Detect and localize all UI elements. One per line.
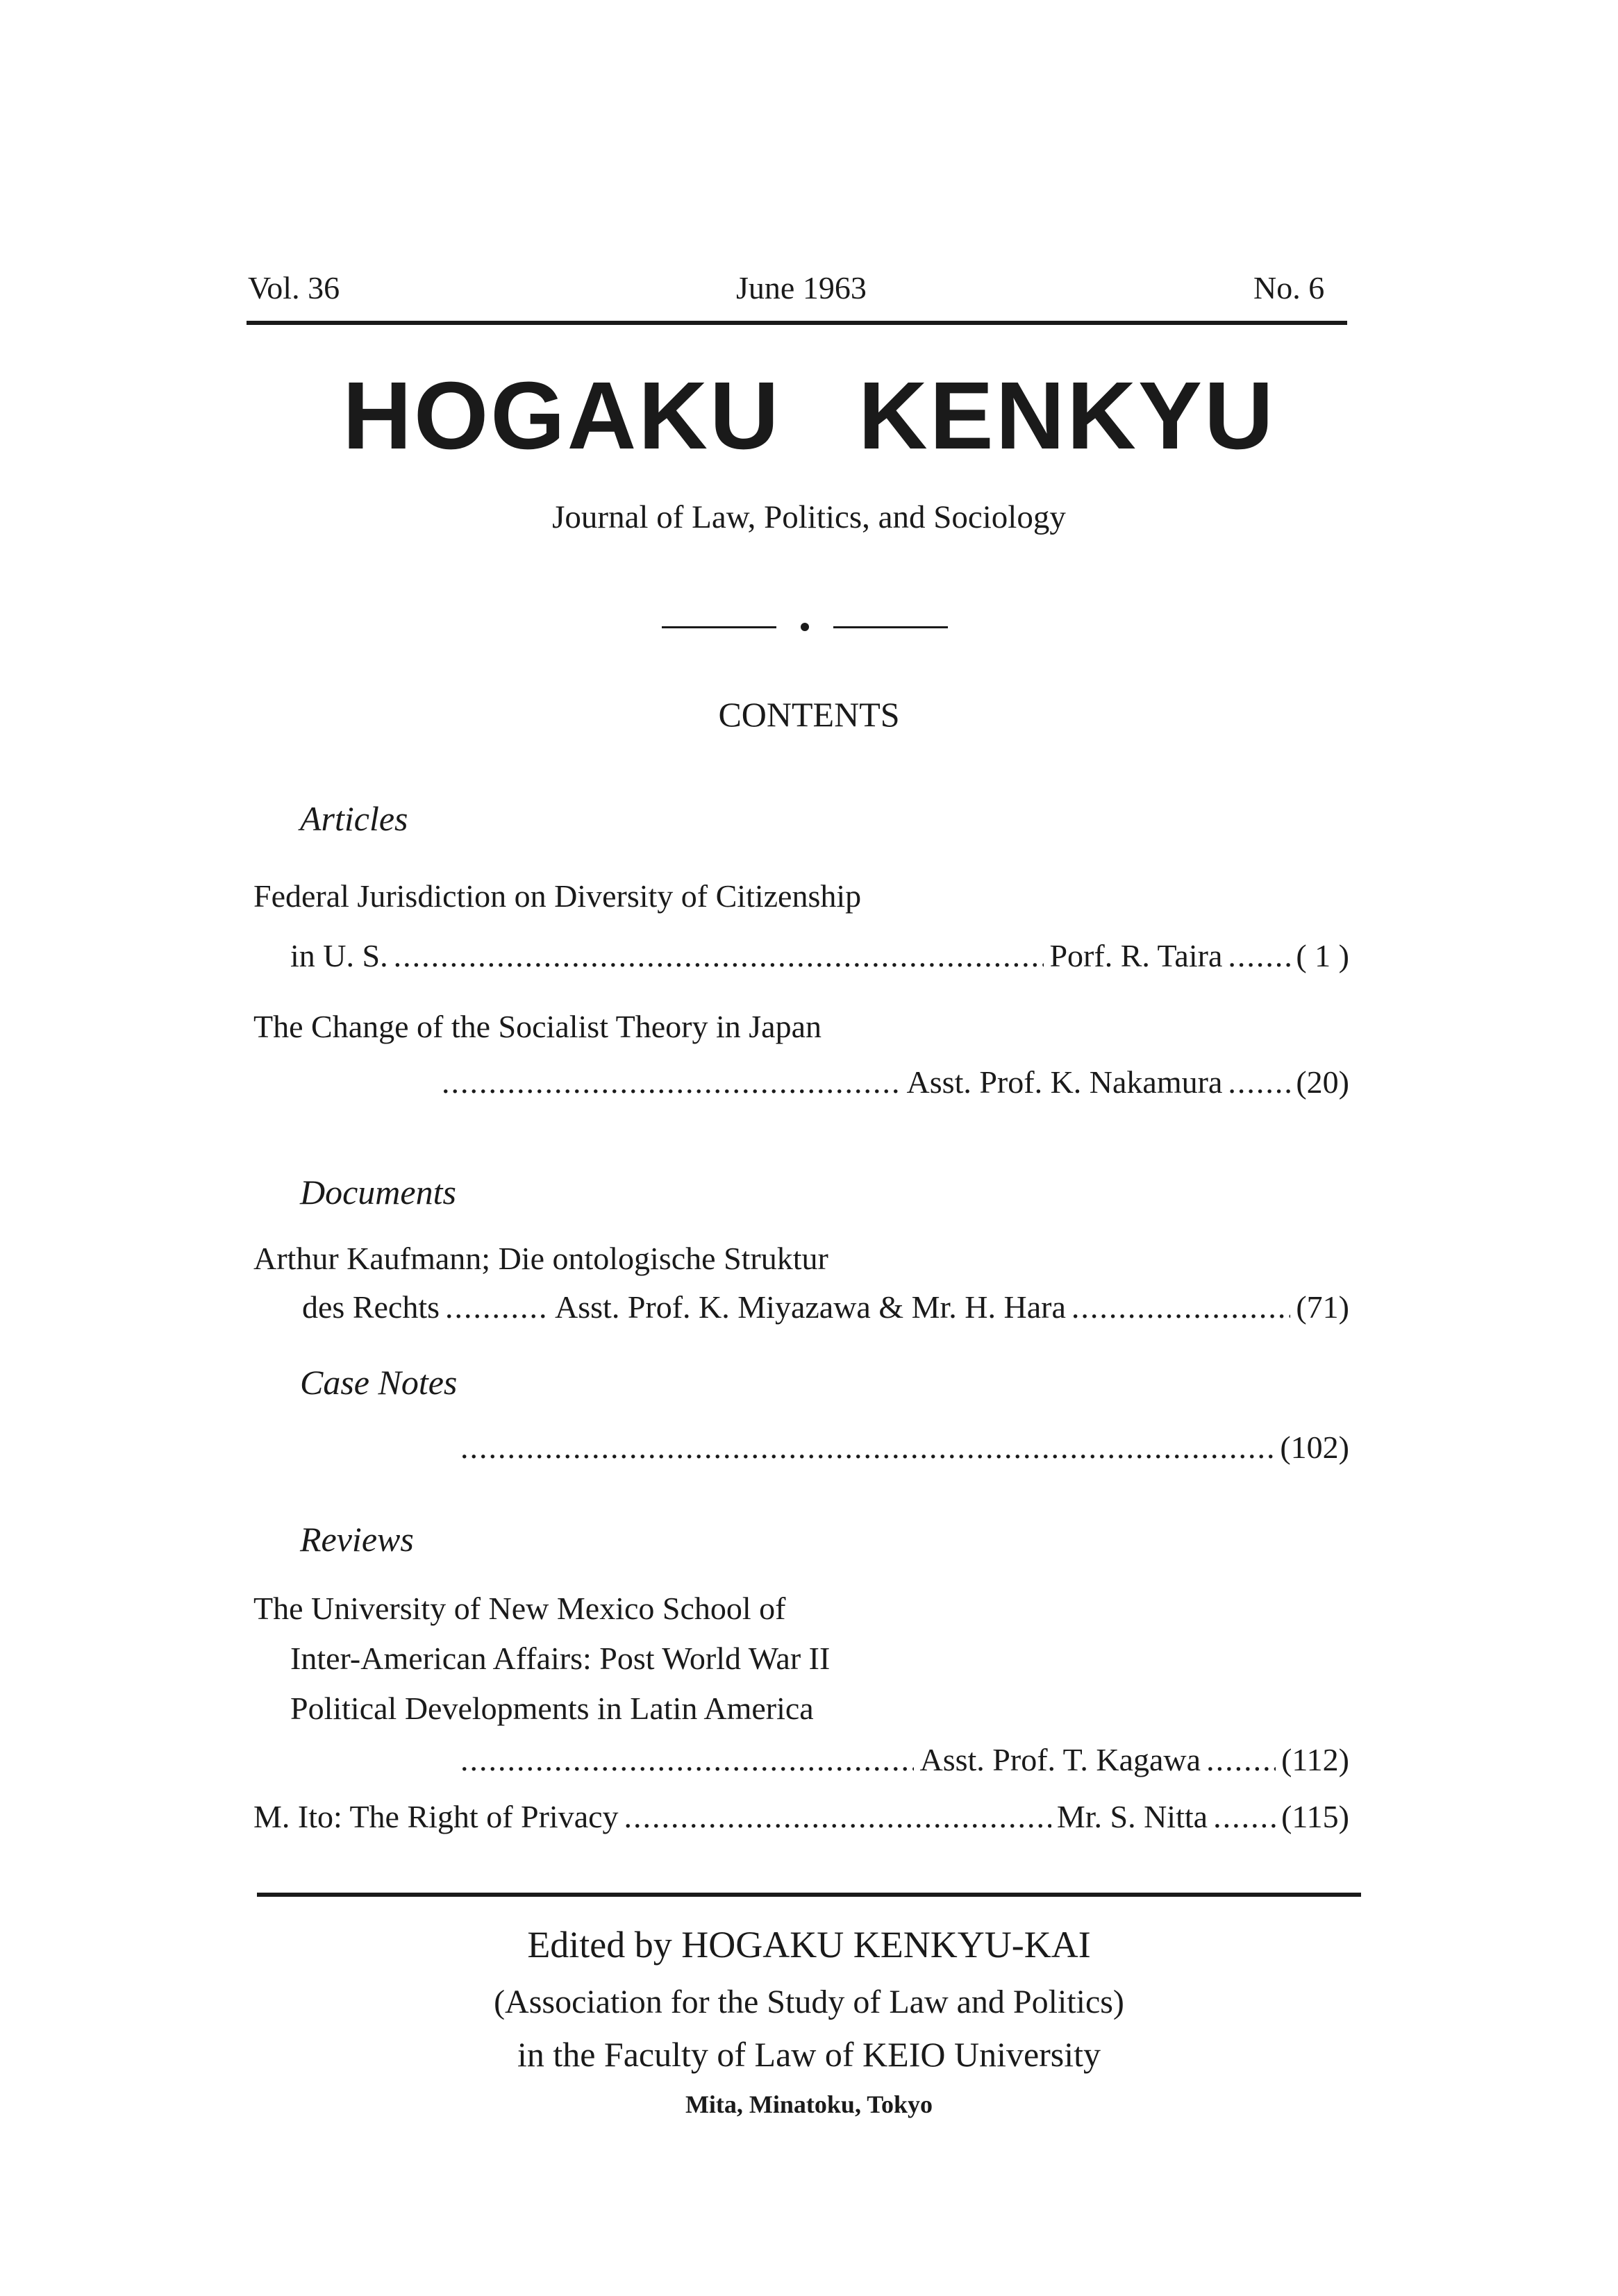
document-1-title-cont: des Rechts	[302, 1289, 440, 1325]
case-notes-page: (102)	[1280, 1430, 1349, 1465]
issue-date: June 1963	[736, 270, 867, 305]
leader-dots	[1071, 1289, 1290, 1325]
review-2-title: M. Ito: The Right of Privacy	[253, 1799, 619, 1834]
journal-subtitle: Journal of Law, Politics, and Sociology	[552, 499, 1066, 535]
leader-dots	[1228, 1064, 1290, 1100]
article-2-entry	[436, 1064, 1349, 1100]
review-1-title: The University of New Mexico School of	[253, 1591, 786, 1626]
leader-dots	[1213, 1798, 1276, 1835]
leader-dots	[624, 1798, 1051, 1835]
ornament-line-left	[662, 626, 776, 628]
leader-dots	[445, 1289, 549, 1325]
issue-number: No. 6	[1253, 270, 1325, 305]
article-1-entry	[290, 937, 1349, 974]
review-1-page: (112)	[1281, 1742, 1349, 1777]
document-1-title: Arthur Kaufmann; Die ontologische Struktur	[253, 1241, 828, 1276]
article-1-title: Federal Jurisdiction on Diversity of Citizenship	[253, 878, 862, 914]
article-2-page: (20)	[1296, 1064, 1349, 1100]
article-2-author: Asst. Prof. K. Nakamura	[906, 1064, 1223, 1100]
article-1-title-cont: in U. S.	[290, 938, 388, 973]
association: (Association for the Study of Law and Politics)	[494, 1984, 1124, 2020]
journal-title: HOGAKU KENKYU	[342, 362, 1276, 469]
footer-rule	[257, 1893, 1361, 1897]
article-1-author: Porf. R. Taira	[1049, 938, 1223, 973]
contents-heading: CONTENTS	[718, 695, 900, 734]
article-2-title: The Change of the Socialist Theory in Japan	[253, 1009, 822, 1044]
faculty: in the Faculty of Law of KEIO University	[517, 2035, 1101, 2074]
review-1-entry	[455, 1741, 1349, 1778]
volume-label: Vol. 36	[248, 270, 340, 305]
review-2-page: (115)	[1281, 1799, 1349, 1834]
review-1-title-cont: Inter-American Affairs: Post World War II	[290, 1641, 831, 1676]
header-rule	[247, 321, 1347, 325]
edited-by: Edited by HOGAKU KENKYU-KAI	[527, 1924, 1091, 1966]
review-2-author: Mr. S. Nitta	[1056, 1799, 1208, 1834]
article-1-page: ( 1 )	[1296, 938, 1349, 973]
document-1-page: (71)	[1296, 1289, 1349, 1325]
section-heading-articles: Articles	[300, 799, 408, 838]
leader-dots	[460, 1429, 1274, 1466]
document-1-entry	[302, 1289, 1349, 1325]
address: Mita, Minatoku, Tokyo	[685, 2090, 933, 2118]
ornament-line-right	[833, 626, 948, 628]
section-heading-documents: Documents	[300, 1173, 456, 1212]
leader-dots	[394, 937, 1044, 974]
document-1-author: Asst. Prof. K. Miyazawa & Mr. H. Hara	[555, 1289, 1066, 1325]
case-notes-entry	[455, 1429, 1349, 1466]
section-heading-case-notes: Case Notes	[300, 1363, 458, 1402]
section-heading-reviews: Reviews	[300, 1520, 414, 1559]
leader-dots	[460, 1741, 914, 1778]
review-2-entry	[253, 1798, 1349, 1835]
ornament-dot	[801, 623, 809, 631]
leader-dots	[1228, 937, 1290, 974]
review-1-title-cont-2: Political Developments in Latin America	[290, 1691, 814, 1726]
leader-dots	[1206, 1741, 1276, 1778]
leader-dots	[442, 1064, 901, 1100]
review-1-author: Asst. Prof. T. Kagawa	[919, 1742, 1201, 1777]
